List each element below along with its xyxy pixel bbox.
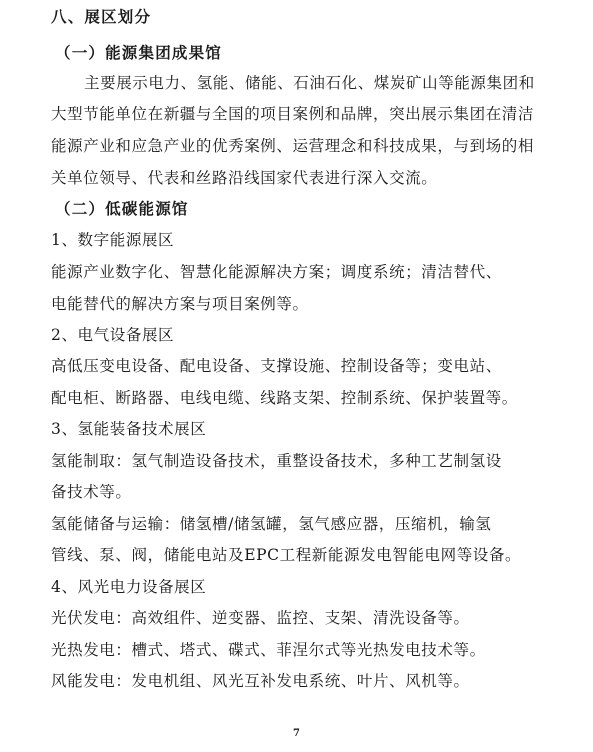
zone-line: 高低压变电设备、配电设备、支撑设施、控制设备等；变电站、 [51,357,502,375]
page-number: 7 [293,728,300,739]
subsection-heading-low-carbon-hall: （二）低碳能源馆 [55,200,189,218]
zone-title-wind-solar: 4、风光电力设备展区 [51,578,207,596]
zone-line: 配电柜、断路器、电线电缆、线路支架、控制系统、保护装置等。 [51,389,518,407]
zone-line: 备技术等。 [51,483,132,501]
zone-line: 光伏发电：高效组件、逆变器、监控、支架、清洗设备等。 [51,609,470,627]
section-heading: 八、展区划分 [51,8,152,26]
paragraph-line: 能源产业和应急产业的优秀案例、运营理念和科技成果，与到场的相 [51,137,535,155]
subsection-heading-energy-group-hall: （一）能源集团成果馆 [55,44,223,62]
zone-line: 管线、泵、阀，储能电站及EPC工程新能源发电智能电网等设备。 [51,546,522,564]
paragraph-line: 主要展示电力、氢能、储能、石油石化、煤炭矿山等能源集团和 [84,74,535,92]
zone-line: 能源产业数字化、智慧化能源解决方案；调度系统；清洁替代、 [51,263,502,281]
zone-title-electrical-equipment: 2、电气设备展区 [51,326,175,344]
zone-title-digital-energy: 1、数字能源展区 [51,231,175,249]
zone-line: 氢能储备与运输：储氢槽/储氢罐，氢气感应器，压缩机，输氢 [51,515,492,533]
zone-line: 电能替代的解决方案与项目案例等。 [51,295,309,313]
paragraph-line: 关单位领导、代表和丝路沿线国家代表进行深入交流。 [51,169,438,187]
zone-line: 光热发电：槽式、塔式、碟式、菲涅尔式等光热发电技术等。 [51,641,486,659]
zone-line: 风能发电：发电机组、风光互补发电系统、叶片、风机等。 [51,672,470,690]
paragraph-line: 大型节能单位在新疆与全国的项目案例和品牌，突出展示集团在清洁 [51,105,535,123]
zone-line: 氢能制取：氢气制造设备技术，重整设备技术，多种工艺制氢设 [51,452,502,470]
zone-title-hydrogen-equipment: 3、氢能装备技术展区 [51,420,207,438]
